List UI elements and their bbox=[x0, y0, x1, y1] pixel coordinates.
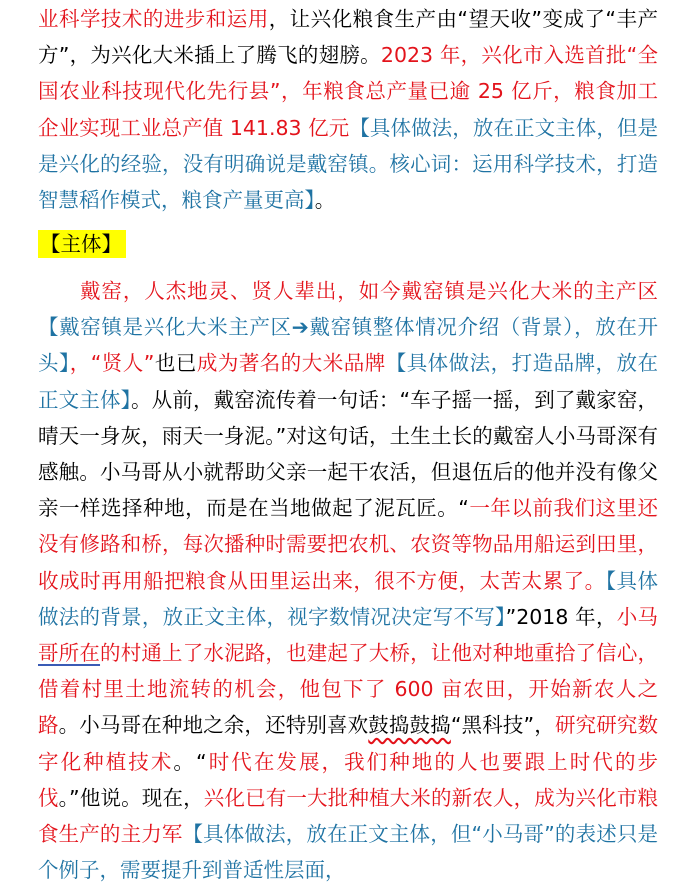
text-red-10: 时代在发展，我们种地的人也要跟上时代的步伐 bbox=[38, 749, 659, 810]
text-black-5: ”2018 年， bbox=[505, 604, 617, 629]
text-black-2: 。 bbox=[314, 188, 336, 213]
text-black-3: 也已 bbox=[154, 351, 197, 376]
section-heading-main-body: 【主体】 bbox=[38, 230, 126, 258]
text-red-underlined: 哥所在 bbox=[38, 641, 101, 666]
annotation-blue-2: 【戴窑镇是兴化大米主产区➔戴窑镇整体情况介绍（背景），放在开头】 bbox=[38, 315, 658, 376]
paragraph-intro bbox=[38, 1, 658, 218]
text-red-5: 成为著名的大米品牌 bbox=[196, 351, 386, 376]
text-red-1: 业科学技术的进步和运用 bbox=[38, 7, 269, 31]
annotation-blue-5: 【具体做法，放在正文主体，但“小马哥”的表述只是个例子，需要提升到普适性层面， bbox=[38, 822, 658, 883]
text-red-8: 的村通上了水泥路，也建起了大桥，让他对种地重拾了信心，借着村里土地流转的机会，他包下了 600 亩农田，开始新农人之路 bbox=[38, 641, 659, 738]
section-heading-wrapper bbox=[38, 229, 126, 259]
text-red-9: 研究研究数字化种植技术 bbox=[38, 713, 659, 774]
text-red-4: ，“贤人” bbox=[69, 351, 155, 376]
annotation-blue-3: 【具体做法，打造品牌，放在正文主体】 bbox=[38, 351, 659, 412]
text-black-1: ，让兴化粮食生产由“望天收”变成了“丰产方”，为兴化大米插上了腾飞的翅膀。 bbox=[38, 7, 658, 68]
text-red-11: 兴化已有一大批种植大米的新农人，成为兴化市粮食生产的主力军 bbox=[38, 785, 659, 847]
annotation-blue-4: 【具体做法的背景，放正文主体，视字数情况决定写不写】 bbox=[38, 568, 659, 629]
text-black-8: 。“ bbox=[173, 749, 207, 774]
text-red-7: 小马 bbox=[616, 604, 659, 629]
annotation-blue-1: 【具体做法，放在正文主体，但是是兴化的经验，没有明确说是戴窑镇。核心词：运用科学技术，打造智慧稻作模式，粮食产量更高】 bbox=[38, 115, 659, 213]
text-spellcheck-wavy: 鼓捣鼓捣 bbox=[368, 713, 451, 738]
text-black-4: 。从前，戴窑流传着一句话：“车子摇一摇，到了戴家窑，晴天一身灰，雨天一身泥。”对这句话，土生土长的戴窑人小马哥深有感触。小马哥从小就帮助父亲一起干农活，但退伍后的他并没有像父亲一样选择种地，而是在当地做起了泥瓦匠。“ bbox=[38, 387, 659, 521]
text-black-6: 。小马哥在种地之余，还特别喜欢 bbox=[58, 713, 369, 738]
text-black-9: 。”他说。现在， bbox=[58, 785, 204, 810]
paragraph-main-body bbox=[38, 273, 658, 888]
text-red-6: 一年以前我们这里还没有修路和桥，每次播种时需要把农机、农资等物品用船运到田里，收成时再用船把粮食从田里运出来，很不方便，太苦太累了。 bbox=[38, 496, 659, 593]
text-black-7: “黑科技”， bbox=[450, 713, 555, 738]
text-red-3: 戴窑，人杰地灵、贤人辈出，如今戴窑镇是兴化大米的主产区 bbox=[79, 279, 658, 303]
text-red-2: 2023 年，兴化市入选首批“全国农业科技现代化先行县”，年粮食总产量已逾 25 亿斤，粮食加工企业实现工业总产值 141.83 亿元 bbox=[38, 43, 659, 140]
